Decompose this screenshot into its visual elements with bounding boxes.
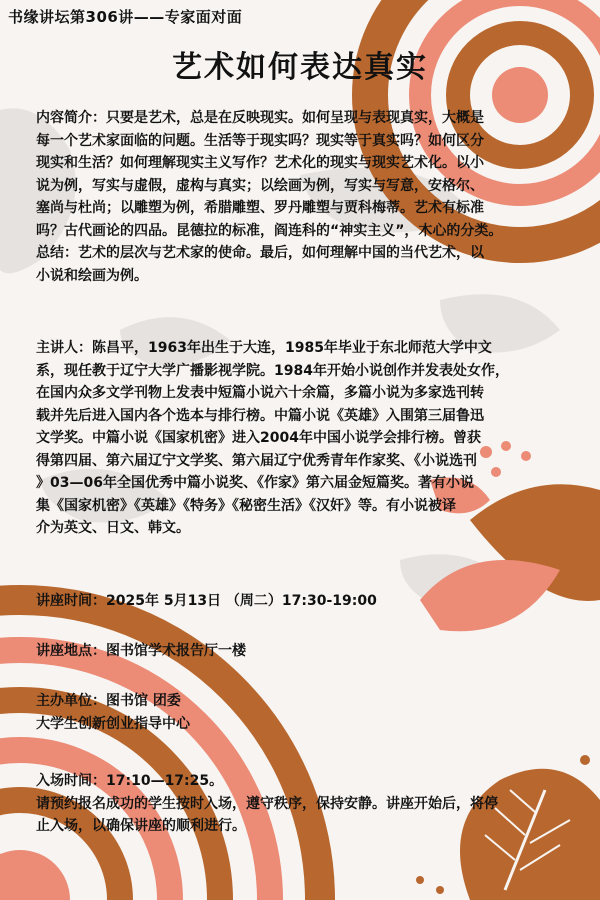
intro-line: 说为例，写实与虚假，虚构与真实；以绘画为例，写实与写意，安格尔、 bbox=[36, 177, 484, 194]
organizer-section bbox=[36, 690, 576, 735]
organizer-line: 主办单位：图书馆 团委 bbox=[36, 693, 181, 709]
speaker-line: 得第四届、第六届辽宁文学奖、第六届辽宁优秀青年作家奖、《小说选刊 bbox=[36, 452, 477, 469]
intro-line: 每一个艺术家面临的问题。生活等于现实吗？现实等于真实吗？如何区分 bbox=[36, 132, 484, 149]
intro-line: 塞尚与杜尚；以雕塑为例，希腊雕塑、罗丹雕塑与贾科梅蒂。艺术有标准 bbox=[36, 200, 484, 216]
speaker-line: 介为英文、日文、韩文。 bbox=[36, 520, 190, 536]
intro-line: 总结：艺术的层次与艺术家的使命。最后，如何理解中国的当代艺术，以 bbox=[36, 245, 484, 261]
entry-notice-line: 请预约报名成功的学生按时入场，遵守秩序，保持安静。讲座开始后，将停 bbox=[36, 795, 498, 812]
speaker-line: 系，现任教于辽宁大学广播影视学院。1984年开始小说创作并发表处女作， bbox=[36, 362, 509, 379]
intro-section bbox=[36, 107, 576, 287]
intro-line: 内容简介：只要是艺术，总是在反映现实。如何呈现与表现真实，大概是 bbox=[36, 110, 484, 126]
speaker-line: 在国内众多文学刊物上发表中短篇小说六十余篇，多篇小说为多家选刊转 bbox=[36, 385, 484, 401]
speaker-line: 集《国家机密》《英雄》《特务》《秘密生活》《汉奸》等。有小说被译 bbox=[36, 497, 456, 514]
series-tag: 书缘讲坛第306讲——专家面对面 bbox=[8, 8, 243, 26]
lecture-time bbox=[36, 590, 576, 613]
speaker-line: 主讲人：陈昌平，1963年出生于大连，1985年毕业于东北师范大学中文 bbox=[36, 340, 492, 356]
lecture-place-text: 讲座地点：图书馆学术报告厅一楼 bbox=[36, 643, 246, 659]
entry-time-text: 入场时间：17:10—17:25。 bbox=[36, 773, 224, 789]
speaker-line: 载并先后进入国内各个选本与排行榜。中篇小说《英雄》入围第三届鲁迅 bbox=[36, 407, 484, 424]
speaker-line: 文学奖。中篇小说《国家机密》进入2004年中国小说学会排行榜。曾获 bbox=[36, 430, 481, 446]
page-title: 艺术如何表达真实 bbox=[172, 50, 428, 85]
intro-line: 现实和生活？如何理解现实主义写作？艺术化的现实与现实艺术化。以小 bbox=[36, 155, 484, 171]
intro-line: 小说和绘画为例。 bbox=[36, 267, 148, 284]
entry-notice-line: 止入场，以确保讲座的顺利进行。 bbox=[36, 818, 246, 834]
speaker-line: 》03—06年全国优秀中篇小说奖、《作家》第六届金短篇奖。著有小说 bbox=[36, 475, 474, 491]
entry-section bbox=[36, 770, 576, 838]
organizer-line: 大学生创新创业指导中心 bbox=[36, 715, 190, 732]
lecture-place bbox=[36, 640, 576, 663]
intro-line: 吗？古代画论的四品。昆德拉的标准，阎连科的“神实主义”，木心的分类。 bbox=[36, 222, 503, 239]
lecture-time-text: 讲座时间：2025年 5月13日 （周二）17:30-19:00 bbox=[36, 593, 377, 609]
speaker-section bbox=[36, 337, 576, 540]
